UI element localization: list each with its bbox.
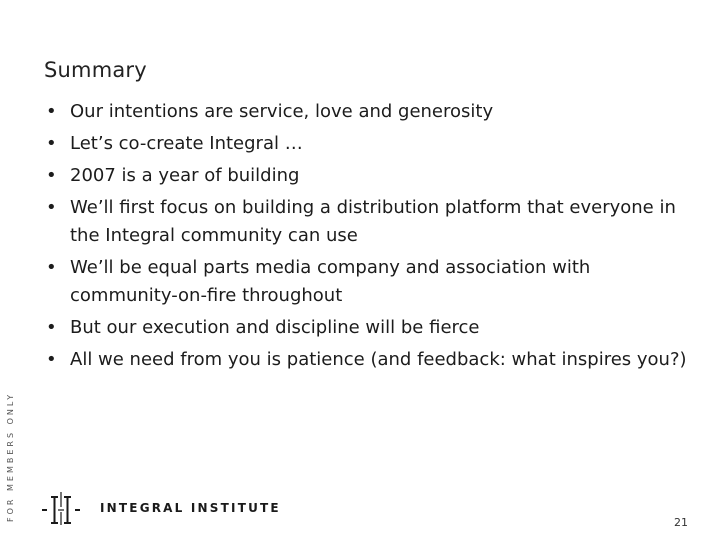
bullet-item — [44, 98, 704, 126]
page-number: 21 — [674, 516, 688, 529]
logo-text: INTEGRAL INSTITUTE — [100, 501, 281, 515]
bullet-item — [44, 162, 704, 190]
bullet-text: Let’s co-create Integral … — [70, 133, 303, 154]
bullet-item — [44, 314, 704, 342]
bullet-marker: • — [46, 165, 57, 186]
bullet-text: All we need from you is patience (and feedback: what inspires you?) — [70, 349, 687, 370]
bullet-marker: • — [46, 101, 57, 122]
bullet-item — [44, 346, 704, 374]
integral-logo-icon — [40, 490, 86, 526]
integral-institute-logo — [40, 490, 281, 526]
bullet-marker: • — [46, 133, 57, 154]
slide-title: Summary — [44, 58, 147, 82]
bullet-marker: • — [46, 197, 57, 218]
bullet-list — [44, 98, 704, 378]
bullet-text: Our intentions are service, love and generosity — [70, 101, 494, 122]
bullet-item — [44, 194, 704, 250]
bullet-text: But our execution and discipline will be fierce — [70, 317, 480, 338]
bullet-text: We’ll be equal parts media company and association with community-on-fire throughout — [70, 257, 591, 306]
bullet-marker: • — [46, 257, 57, 278]
bullet-marker: • — [46, 317, 57, 338]
bullet-text: 2007 is a year of building — [70, 165, 300, 186]
bullet-marker: • — [46, 349, 57, 370]
members-only-label: FOR MEMBERS ONLY — [6, 391, 15, 522]
bullet-text: We’ll first focus on building a distribution platform that everyone in the Integral community can use — [70, 197, 676, 246]
bullet-item — [44, 254, 704, 310]
bullet-item — [44, 130, 704, 158]
